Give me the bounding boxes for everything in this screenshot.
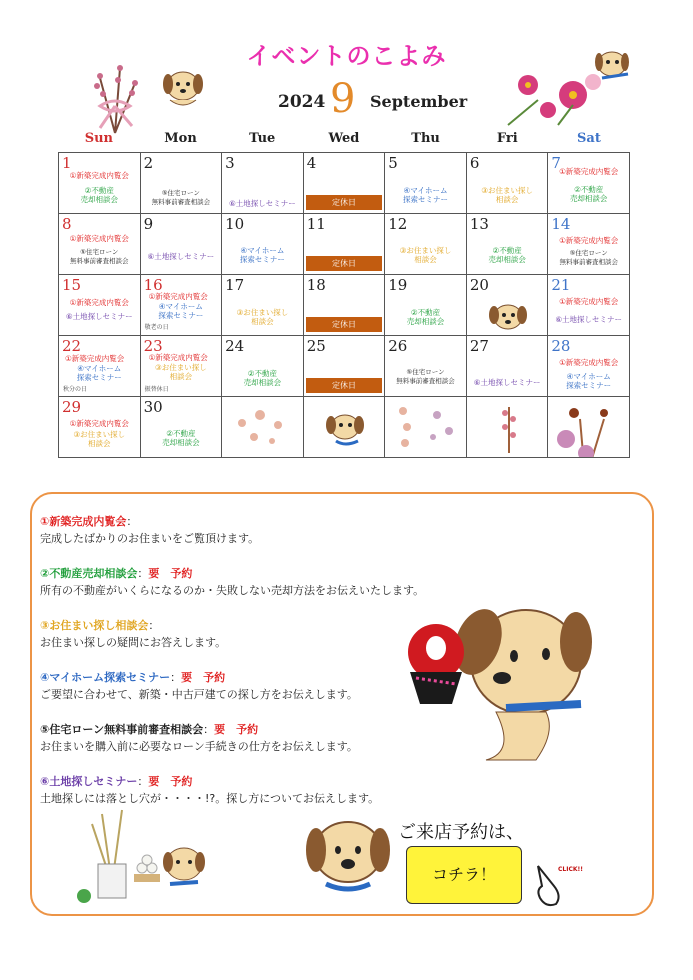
calendar-day [548,153,630,214]
event-label: ④マイホーム 探索セミナー [403,186,449,204]
event-label: ⑥土地探しセミナー [65,312,133,321]
event-label: ③お住まい探し 相談会 [399,246,452,264]
pointing-hand-icon [532,856,572,908]
empty-day-cell [385,397,467,458]
day-number: 13 [469,215,489,233]
event-colon: ： [148,619,160,632]
calendar-day [385,336,467,397]
event-label: ⑤住宅ローン 無料事前審査相談会 [559,249,618,266]
calendar-day [548,336,630,397]
calendar-day [59,153,141,214]
reservation-prompt: ご来店予約は、 [398,822,524,843]
event-colon: ： [137,567,149,580]
event-label: ⑥土地探しセミナー [555,315,623,324]
day-number: 11 [306,215,326,233]
day-number: 24 [225,337,245,355]
closed-badge: 定休日 [306,378,383,393]
calendar-day [140,336,222,397]
event-label: ⑤住宅ローン 無料事前審査相談会 [70,248,129,265]
calendar-day [59,397,141,458]
event-label: ②不動産 売却相談会 [243,369,282,387]
event-desc: お住まい探しの疑問にお答えします。 [40,636,227,649]
calendar-day [222,153,304,214]
event-label: ②不動産 売却相談会 [80,186,119,204]
dog-mascot-icon [318,407,372,451]
day-number: 5 [388,154,398,172]
day-number: 29 [62,398,82,416]
bouquet-illustration [70,58,160,138]
event-label: ③お住まい探し 相談会 [236,308,289,326]
event-colon: ： [126,515,138,528]
day-number: 7 [551,154,561,172]
calendar-day [59,336,141,397]
calendar-day [466,214,548,275]
closed-badge: 定休日 [306,256,383,271]
month-number: 9 [330,76,356,122]
day-number: 25 [306,337,326,355]
event-label: ②不動産 売却相談会 [569,185,608,203]
day-number: 14 [551,215,571,233]
event-name: ⑤住宅ローン無料事前審査相談会 [40,723,204,736]
flower-decoration-icon [232,403,292,451]
weekday-sun: Sun [84,131,113,146]
event-name: ⑥土地探しセミナー [40,775,138,788]
calendar-day [466,275,548,336]
event-colon: ： [203,723,215,736]
event-label: ③お住まい探し 相談会 [73,430,126,448]
closed-badge: 定休日 [306,195,383,210]
reservation-required-label: 要 予約 [181,671,226,684]
calendar-day [303,153,385,214]
calendar-grid [58,152,630,458]
event-name: ②不動産売却相談会 [40,567,138,580]
dog-mascot-icon [158,64,208,112]
event-name: ④マイホーム探索セミナー [40,671,171,684]
event-label: ①新築完成内覧会 [559,236,619,245]
event-desc: 所有の不動産がいくらになるのか・失敗しない売却方法をお伝えいたします。 [40,584,425,597]
day-number: 30 [143,398,163,416]
dog-mascot-icon [300,808,396,898]
day-number: 4 [306,154,317,172]
holiday-label: 秋分の日 [63,386,88,393]
cosmos-flowers-icon [550,399,626,458]
calendar-day [140,153,222,214]
calendar-day [140,397,222,458]
calendar-day [222,214,304,275]
event-label: ④マイホーム 探索セミナー [566,372,612,390]
event-label: ①新築完成内覧会 [69,234,129,243]
event-label: ①新築完成内覧会 [65,354,125,363]
event-description-6 [40,774,460,806]
day-number: 28 [551,337,571,355]
calendar-day [303,336,385,397]
day-number: 15 [62,276,82,294]
reservation-required-label: 要 予約 [148,775,193,788]
calendar-day [548,214,630,275]
calendar-day [222,336,304,397]
weekday-header [58,131,630,146]
day-number: 8 [62,215,72,233]
weekday-fri: Fri [496,131,518,146]
event-label: ①新築完成内覧会 [69,171,129,180]
event-label: ⑥土地探しセミナー [229,199,296,208]
event-desc: 完成したばかりのお住まいをご覧頂けます。 [40,532,260,545]
empty-day-cell [466,397,548,458]
day-number: 19 [388,276,408,294]
event-label: ①新築完成内覧会 [148,292,208,301]
year-label: 2024 [278,92,326,112]
holiday-label: 敬老の日 [144,324,169,331]
day-number: 2 [143,154,154,172]
calendar-day [59,214,141,275]
event-description-1 [40,514,460,546]
event-label: ③お住まい探し 相談会 [154,363,207,381]
weekday-tue: Tue [249,131,276,146]
click-label: CLICK!! [558,866,583,873]
event-label: ①新築完成内覧会 [69,298,129,307]
day-number: 12 [388,215,408,233]
event-name: ③お住まい探し相談会 [40,619,149,632]
event-label: ②不動産 売却相談会 [406,308,445,326]
event-desc: ご要望に合わせて、新築・中古戸建ての探し方をお伝えします。 [40,688,358,701]
flower-decoration-icon [393,401,459,453]
event-label: ⑥土地探しセミナー [147,252,215,261]
event-label: ①新築完成内覧会 [559,167,619,176]
day-number: 3 [225,154,235,172]
day-number: 10 [225,215,245,233]
event-desc: 土地探しには落とし穴が・・・・!?。探し方についてお伝えします。 [40,792,380,805]
day-number: 21 [551,276,571,294]
weekday-thu: Thu [411,131,440,146]
event-label: ②不動産 売却相談会 [488,246,526,264]
event-colon: ： [137,775,149,788]
page-title: イベントのこよみ [246,42,447,70]
event-label: ①新築完成内覧会 [69,419,129,428]
event-label: ③お住まい探し 相談会 [481,186,533,204]
event-label: ②不動産 売却相談会 [162,429,200,447]
day-number: 6 [469,154,480,172]
calendar-day [303,275,385,336]
event-label: ④マイホーム 探索セミナー [239,246,285,264]
empty-day-cell [548,397,630,458]
dog-with-daruma-illustration [396,592,596,762]
event-label: ⑤住宅ローン 無料事前審査相談会 [396,368,455,385]
month-name: September [370,92,468,111]
calendar-day [466,336,548,397]
day-number: 20 [469,276,489,294]
holiday-label: 振替休日 [144,386,169,393]
event-colon: ： [170,671,182,684]
reserve-button[interactable]: コチラ！ [406,846,522,904]
day-number: 26 [388,337,408,355]
event-label: ①新築完成内覧会 [148,353,208,362]
closed-badge: 定休日 [306,317,383,332]
weekday-wed: Wed [328,131,360,146]
empty-day-cell [303,397,385,458]
tsukimi-illustration [72,804,212,904]
event-name: ①新築完成内覧会 [40,515,127,528]
day-number: 18 [306,276,326,294]
day-number: 17 [225,276,245,294]
reservation-required-label: 要 予約 [148,567,193,580]
calendar-day [385,153,467,214]
dog-mascot-icon [485,297,531,333]
reservation-required-label: 要 予約 [214,723,259,736]
dog-mascot-icon [590,44,640,94]
event-label: ①新築完成内覧会 [559,297,619,306]
calendar-day [222,275,304,336]
calendar-day [303,214,385,275]
day-number: 23 [143,337,163,355]
event-label: ⑤住宅ローン 無料事前審査相談会 [151,189,211,206]
day-number: 16 [143,276,163,294]
day-number: 1 [62,154,72,172]
calendar-day [466,153,548,214]
day-number: 22 [62,337,82,355]
calendar-day [59,275,141,336]
event-label: ①新築完成内覧会 [559,358,619,367]
weekday-mon: Mon [164,131,197,146]
calendar-day [385,214,467,275]
day-number: 27 [469,337,489,355]
calendar-day [548,275,630,336]
calendar-day [385,275,467,336]
day-number: 9 [143,215,154,233]
calendar-day [140,275,222,336]
weekday-sat: Sat [577,131,601,146]
flower-decoration-icon [487,401,531,455]
empty-day-cell [222,397,304,458]
event-label: ④マイホーム 探索セミナー [158,302,204,320]
calendar-day [140,214,222,275]
event-label: ⑥土地探しセミナー [473,378,541,387]
event-label: ④マイホーム 探索セミナー [76,364,122,382]
event-desc: お住まいを購入前に必要なローン手続きの仕方をお伝えします。 [40,740,358,753]
